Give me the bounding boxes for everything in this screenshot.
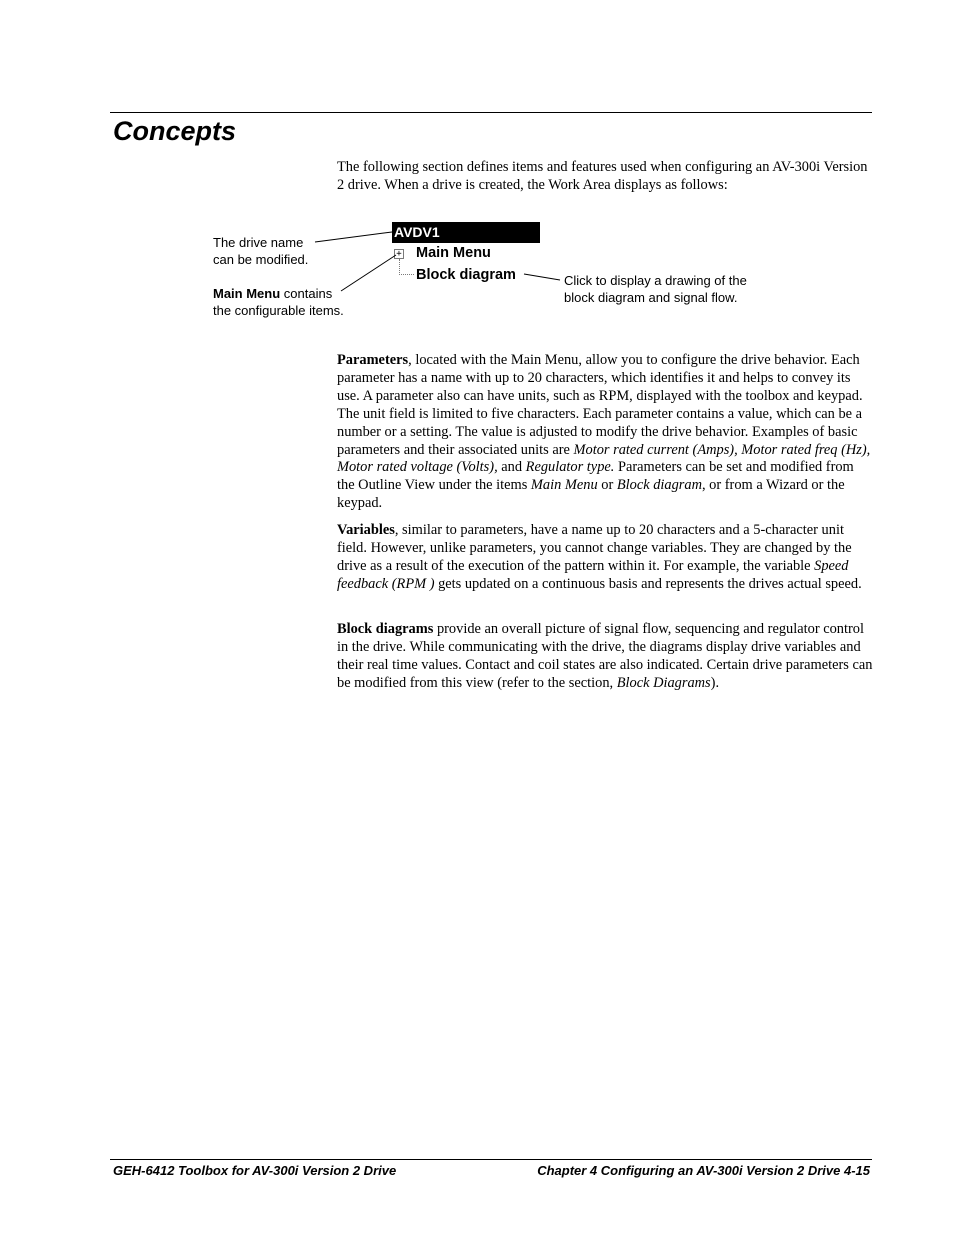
footer-document-title: GEH-6412 Toolbox for AV-300i Version 2 Drive xyxy=(113,1163,397,1178)
expand-plus-icon[interactable]: + xyxy=(394,249,404,259)
intro-text: The following section defines items and features used when configuring an AV-300i Version 2 drive. When a drive is created, the Work Area displays as follows: xyxy=(337,159,868,193)
callout-drive-name: The drive name can be modified. xyxy=(213,235,309,267)
footer-chapter-page: Chapter 4 Configuring an AV-300i Version 2 Drive 4-15 xyxy=(537,1163,870,1178)
callout-leader-lines xyxy=(0,0,954,400)
callout-main-menu: Main Menu contains the configurable items. xyxy=(213,286,344,318)
parameters-paragraph: Parameters, located with the Main Menu, allow you to configure the drive behavior. Each parameter has a name with up to 20 characters, which identifies it and helps to convey its use. A parameter also can have units, such as RPM, displayed with the toolbox and keypad. The unit field is limited to five characters. Each parameter contains a value, which can be a number or a setting. The value is adjusted to modify the drive behavior. Examples of basic parameters and their associated units are Motor rated current (Amps), Motor rated freq (Hz), Motor rated voltage (Volts), and Regulator type. Parameters can be set and modified from the Outline View under the items Main Menu or Block diagram, or from a Wizard or the keypad. xyxy=(337,352,871,512)
variables-paragraph: Variables, similar to parameters, have a name up to 20 characters and a 5-character unit field. However, unlike parameters, you cannot change variables. They are changed by the drive as a result of the execution of the pattern within it. For example, the variable Speed feedback (RPM ) gets updated on a continuous basis and represents the drives actual speed. xyxy=(337,522,862,592)
callout-block-diagram: Click to display a drawing of the block diagram and signal flow. xyxy=(564,273,747,305)
leader-main-menu xyxy=(341,255,396,291)
tree-item-block-diagram[interactable]: Block diagram xyxy=(416,267,516,283)
tree-item-main-menu[interactable]: Main Menu xyxy=(416,245,491,261)
tree-item-drive[interactable]: AVDV1 xyxy=(392,222,540,243)
footer-rule xyxy=(110,1159,872,1160)
leader-drive-name xyxy=(315,232,392,242)
leader-block-diagram xyxy=(524,274,560,280)
block-diagrams-paragraph: Block diagrams provide an overall picture of signal flow, sequencing and regulator control in the drive. While communicating with the drive, the diagrams display drive variables and their real time values. Contact and coil states are also indicated. Certain drive parameters can be modified from this view (refer to the section, Block Diagrams). xyxy=(337,621,873,691)
section-title: Concepts xyxy=(113,116,237,146)
